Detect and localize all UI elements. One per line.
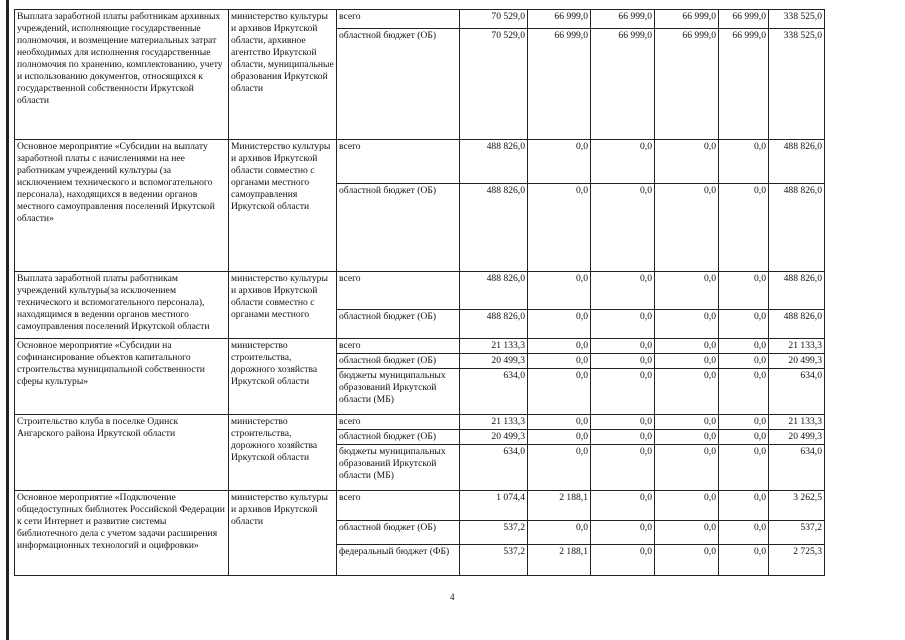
funding-source-cell: всего bbox=[337, 140, 460, 184]
funding-source-cell: всего bbox=[337, 415, 460, 430]
budget-table bbox=[14, 9, 825, 576]
table-row bbox=[15, 10, 825, 29]
year-value-cell: 0,0 bbox=[719, 369, 769, 415]
year-value-cell: 0,0 bbox=[528, 310, 591, 339]
measure-name-cell: Выплата заработной платы работникам учреждений культуры(за исключением технического и вспомогательного персонала), находящимся в ведении органов местного самоуправления поселений Иркутской области bbox=[15, 272, 229, 339]
year-value-cell: 2 188,1 bbox=[528, 491, 591, 521]
year-value-cell: 634,0 bbox=[460, 369, 528, 415]
left-border-bar bbox=[6, 0, 9, 640]
year-value-cell: 0,0 bbox=[655, 339, 719, 354]
year-value-cell: 0,0 bbox=[528, 445, 591, 491]
year-value-cell: 0,0 bbox=[591, 369, 655, 415]
measure-name-cell: Строительство клуба в поселке Одинск Ангарского района Иркутской области bbox=[15, 415, 229, 491]
year-value-cell: 0,0 bbox=[655, 354, 719, 369]
measure-name-cell: Основное мероприятие «Субсидии на софинансирование объектов капитального строительства муниципальной собственности сферы культуры» bbox=[15, 339, 229, 415]
year-value-cell: 66 999,0 bbox=[528, 29, 591, 140]
funding-source-cell: бюджеты муниципальных образований Иркутской области (МБ) bbox=[337, 369, 460, 415]
year-value-cell: 0,0 bbox=[719, 272, 769, 310]
year-value-cell: 66 999,0 bbox=[591, 10, 655, 29]
year-value-cell: 0,0 bbox=[528, 354, 591, 369]
total-value-cell: 634,0 bbox=[769, 445, 825, 491]
executor-cell: министерство строительства, дорожного хозяйства Иркутской области bbox=[229, 339, 337, 415]
year-value-cell: 0,0 bbox=[591, 339, 655, 354]
executor-cell: министерство культуры и архивов Иркутской области совместно с органами местного bbox=[229, 272, 337, 339]
funding-source-cell: федеральный бюджет (ФБ) bbox=[337, 545, 460, 576]
year-value-cell: 66 999,0 bbox=[655, 29, 719, 140]
year-value-cell: 0,0 bbox=[528, 140, 591, 184]
total-value-cell: 21 133,3 bbox=[769, 415, 825, 430]
year-value-cell: 66 999,0 bbox=[528, 10, 591, 29]
year-value-cell: 0,0 bbox=[719, 491, 769, 521]
year-value-cell: 21 133,3 bbox=[460, 339, 528, 354]
total-value-cell: 20 499,3 bbox=[769, 430, 825, 445]
year-value-cell: 0,0 bbox=[655, 545, 719, 576]
year-value-cell: 0,0 bbox=[591, 310, 655, 339]
year-value-cell: 488 826,0 bbox=[460, 310, 528, 339]
table-row bbox=[15, 339, 825, 354]
year-value-cell: 0,0 bbox=[719, 310, 769, 339]
year-value-cell: 66 999,0 bbox=[719, 29, 769, 140]
year-value-cell: 0,0 bbox=[719, 140, 769, 184]
table-row bbox=[15, 140, 825, 184]
year-value-cell: 0,0 bbox=[719, 339, 769, 354]
year-value-cell: 0,0 bbox=[591, 521, 655, 545]
year-value-cell: 0,0 bbox=[719, 184, 769, 272]
year-value-cell: 0,0 bbox=[591, 354, 655, 369]
funding-source-cell: всего bbox=[337, 272, 460, 310]
funding-source-cell: бюджеты муниципальных образований Иркутской области (МБ) bbox=[337, 445, 460, 491]
table-row bbox=[15, 491, 825, 521]
executor-cell: министерство строительства, дорожного хозяйства Иркутской области bbox=[229, 415, 337, 491]
table-row bbox=[15, 272, 825, 310]
total-value-cell: 2 725,3 bbox=[769, 545, 825, 576]
year-value-cell: 66 999,0 bbox=[655, 10, 719, 29]
year-value-cell: 488 826,0 bbox=[460, 272, 528, 310]
total-value-cell: 488 826,0 bbox=[769, 184, 825, 272]
table-row bbox=[15, 415, 825, 430]
year-value-cell: 0,0 bbox=[528, 339, 591, 354]
funding-source-cell: областной бюджет (ОБ) bbox=[337, 354, 460, 369]
funding-source-cell: областной бюджет (ОБ) bbox=[337, 521, 460, 545]
funding-source-cell: всего bbox=[337, 491, 460, 521]
total-value-cell: 20 499,3 bbox=[769, 354, 825, 369]
year-value-cell: 0,0 bbox=[655, 521, 719, 545]
year-value-cell: 0,0 bbox=[591, 491, 655, 521]
executor-cell: министерство культуры и архивов Иркутской области bbox=[229, 491, 337, 576]
year-value-cell: 0,0 bbox=[655, 491, 719, 521]
total-value-cell: 21 133,3 bbox=[769, 339, 825, 354]
year-value-cell: 0,0 bbox=[528, 184, 591, 272]
funding-source-cell: областной бюджет (ОБ) bbox=[337, 430, 460, 445]
year-value-cell: 2 188,1 bbox=[528, 545, 591, 576]
executor-cell: Министерство культуры и архивов Иркутской области совместно с органами местного самоуправления Иркутской области bbox=[229, 140, 337, 272]
year-value-cell: 0,0 bbox=[655, 445, 719, 491]
funding-source-cell: областной бюджет (ОБ) bbox=[337, 184, 460, 272]
year-value-cell: 0,0 bbox=[528, 415, 591, 430]
year-value-cell: 0,0 bbox=[591, 184, 655, 272]
total-value-cell: 488 826,0 bbox=[769, 140, 825, 184]
year-value-cell: 1 074,4 bbox=[460, 491, 528, 521]
funding-source-cell: областной бюджет (ОБ) bbox=[337, 29, 460, 140]
funding-source-cell: областной бюджет (ОБ) bbox=[337, 310, 460, 339]
year-value-cell: 0,0 bbox=[719, 521, 769, 545]
year-value-cell: 634,0 bbox=[460, 445, 528, 491]
total-value-cell: 634,0 bbox=[769, 369, 825, 415]
funding-source-cell: всего bbox=[337, 10, 460, 29]
year-value-cell: 20 499,3 bbox=[460, 354, 528, 369]
total-value-cell: 488 826,0 bbox=[769, 310, 825, 339]
year-value-cell: 0,0 bbox=[719, 415, 769, 430]
year-value-cell: 0,0 bbox=[591, 545, 655, 576]
year-value-cell: 20 499,3 bbox=[460, 430, 528, 445]
year-value-cell: 0,0 bbox=[528, 272, 591, 310]
year-value-cell: 0,0 bbox=[719, 545, 769, 576]
year-value-cell: 70 529,0 bbox=[460, 10, 528, 29]
measure-name-cell: Основное мероприятие «Субсидии на выплату заработной платы с начислениями на нее работникам учреждений культуры (за исключением технического и вспомогательного персонала), находящихся в ведении органов местного самоуправления поселений Иркутской области» bbox=[15, 140, 229, 272]
year-value-cell: 0,0 bbox=[528, 369, 591, 415]
year-value-cell: 66 999,0 bbox=[591, 29, 655, 140]
year-value-cell: 537,2 bbox=[460, 521, 528, 545]
year-value-cell: 0,0 bbox=[528, 430, 591, 445]
year-value-cell: 0,0 bbox=[655, 140, 719, 184]
total-value-cell: 3 262,5 bbox=[769, 491, 825, 521]
measure-name-cell: Выплата заработной платы работникам архивных учреждений, исполняющие государственные полномочия, и возмещение материальных затрат необходимых для исполнения государственные полномочия по хранению, комплектованию, учету и использованию документов, относящихся к государственной собственности Иркутской области bbox=[15, 10, 229, 140]
year-value-cell: 0,0 bbox=[591, 272, 655, 310]
total-value-cell: 537,2 bbox=[769, 521, 825, 545]
year-value-cell: 21 133,3 bbox=[460, 415, 528, 430]
total-value-cell: 488 826,0 bbox=[769, 272, 825, 310]
year-value-cell: 0,0 bbox=[719, 445, 769, 491]
total-value-cell: 338 525,0 bbox=[769, 10, 825, 29]
year-value-cell: 488 826,0 bbox=[460, 184, 528, 272]
year-value-cell: 66 999,0 bbox=[719, 10, 769, 29]
year-value-cell: 488 826,0 bbox=[460, 140, 528, 184]
year-value-cell: 0,0 bbox=[655, 272, 719, 310]
year-value-cell: 0,0 bbox=[591, 415, 655, 430]
year-value-cell: 0,0 bbox=[591, 445, 655, 491]
year-value-cell: 0,0 bbox=[655, 430, 719, 445]
total-value-cell: 338 525,0 bbox=[769, 29, 825, 140]
page-number: 4 bbox=[450, 592, 455, 602]
year-value-cell: 0,0 bbox=[719, 430, 769, 445]
year-value-cell: 0,0 bbox=[655, 415, 719, 430]
year-value-cell: 0,0 bbox=[591, 430, 655, 445]
year-value-cell: 0,0 bbox=[655, 369, 719, 415]
funding-source-cell: всего bbox=[337, 339, 460, 354]
year-value-cell: 0,0 bbox=[655, 184, 719, 272]
year-value-cell: 537,2 bbox=[460, 545, 528, 576]
year-value-cell: 0,0 bbox=[528, 521, 591, 545]
year-value-cell: 0,0 bbox=[719, 354, 769, 369]
year-value-cell: 0,0 bbox=[591, 140, 655, 184]
year-value-cell: 0,0 bbox=[655, 310, 719, 339]
executor-cell: министерство культуры и архивов Иркутской области, архивное агентство Иркутской области, муниципальные образования Иркутской области bbox=[229, 10, 337, 140]
measure-name-cell: Основное мероприятие «Подключение общедоступных библиотек Российской Федерации к сети Интернет и развитие системы библиотечного дела с учетом задачи расширения информационных технологий и оцифровки» bbox=[15, 491, 229, 576]
year-value-cell: 70 529,0 bbox=[460, 29, 528, 140]
